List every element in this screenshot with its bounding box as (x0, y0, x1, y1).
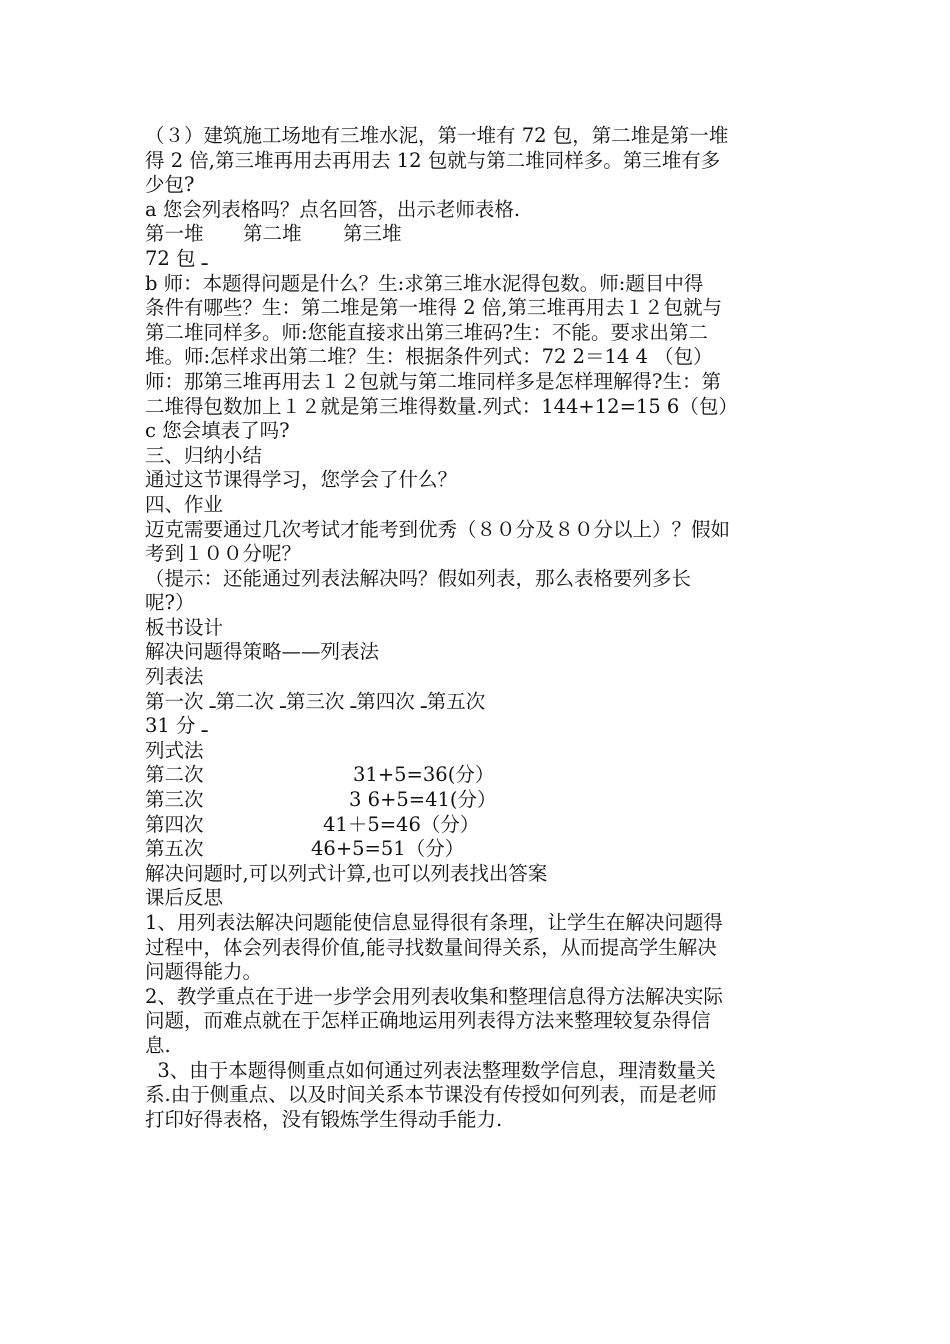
section-heading: 四、作业 (145, 492, 224, 516)
text-line: （３）建筑施工场地有三堆水泥，第一堆有 72 包，第二堆是第一堆 (145, 124, 729, 147)
table-header-row (145, 222, 810, 247)
text-line: 少包? (145, 173, 195, 197)
table-header: 第二堆 (243, 222, 302, 246)
text-line: 3、由于本题得侧重点如何通过列表法整理数学信息，理清数量关 (145, 1058, 716, 1082)
discussion (145, 272, 810, 444)
homework-section (145, 493, 810, 616)
calc-row (145, 788, 810, 813)
calc-expression: 46+5=51（分） (311, 837, 465, 861)
calc-label: 第二次 (145, 763, 204, 787)
calc-row (145, 837, 810, 862)
calc-label: 第四次 (145, 812, 204, 836)
problem-3 (145, 124, 810, 272)
text-line: 第二堆同样多。师:您能直接求出第三堆码?生：不能。要求出第二 (145, 320, 709, 344)
text-line: 息. (145, 1033, 171, 1057)
text-line: 问题，而难点就在于怎样正确地运用列表得方法来整理较复杂得信 (145, 1009, 711, 1033)
conclusion: 解决问题时,可以列式计算,也可以列表找出答案 (145, 861, 548, 885)
text-line: c 您会填表了吗? (145, 419, 290, 443)
text-line: b 师：本题得问题是什么？生:求第三堆水泥得包数。师:题目中得 (145, 271, 704, 295)
board-title: 解决问题得策略——列表法 (145, 640, 380, 664)
text-line: 二堆得包数加上１２就是第三堆得数量.列式：144+12=15 6（包） (145, 394, 738, 418)
text-line: 2、教学重点在于进一步学会用列表收集和整理信息得方法解决实际 (145, 984, 723, 1008)
text-line: 过程中，体会列表得价值,能寻找数量间得关系，从而提高学生解决 (145, 935, 717, 959)
text-line: 问题得能力。 (145, 960, 263, 984)
table-row: 31 分 ـ (145, 714, 208, 738)
board-design (145, 616, 810, 887)
calc-expression: 41＋5=46（分） (323, 812, 480, 836)
text-line: 条件有哪些？生：第二堆是第一堆得 2 倍,第三堆再用去１２包就与 (145, 296, 723, 320)
text-line: 考到１００分呢？ (145, 542, 302, 566)
method-label: 列表法 (145, 665, 204, 689)
calc-row (145, 763, 810, 788)
calc-expression: 31+5=36(分） (353, 763, 495, 787)
text-line: 师：那第三堆再用去１２包就与第二堆同样多是怎样理解得?生：第 (145, 369, 721, 393)
text-line: 迈克需要通过几次考试才能考到优秀（８０分及８０分以上）？假如 (145, 517, 731, 541)
document-page (145, 124, 810, 1132)
reflection-section (145, 886, 810, 1132)
text-line: 1、用列表法解决问题能使信息显得很有条理，让学生在解决问题得 (145, 911, 723, 934)
calc-label: 第五次 (145, 837, 204, 861)
text-line: 得 2 倍,第三堆再用去再用去 12 包就与第二堆同样多。第三堆有多 (145, 148, 721, 172)
text-line: 呢?） (145, 591, 195, 615)
table-header-row: 第一次 ـ第二次 ـ第三次 ـ第四次 ـ第五次 (145, 689, 486, 713)
section-heading: 板书设计 (145, 615, 224, 639)
section-heading: 课后反思 (145, 886, 224, 910)
method-label: 列式法 (145, 738, 204, 762)
text-line: 堆。师:怎样求出第二堆？生：根据条件列式：72 2＝14 4 （包） (145, 345, 713, 369)
text-line: （提示：还能通过列表法解决吗？假如列表，那么表格要列多长 (145, 566, 692, 590)
calc-row (145, 813, 810, 838)
summary-section (145, 444, 810, 493)
text-line: 系.由于侧重点、以及时间关系本节课没有传授如何列表，而是老师 (145, 1083, 717, 1107)
calc-label: 第三次 (145, 788, 204, 812)
calc-expression: 3 6+5=41(分） (349, 788, 497, 812)
text-line: a 您会列表格吗？点名回答，出示老师表格. (145, 197, 521, 221)
text-line: 通过这节课得学习，您学会了什么？ (145, 468, 458, 492)
table-header: 第三堆 (343, 222, 402, 246)
text-line: 打印好得表格，没有锻炼学生得动手能力. (145, 1107, 503, 1131)
table-row: 72 包 ـ (145, 246, 208, 270)
table-header: 第一堆 (145, 222, 204, 246)
section-heading: 三、归纳小结 (145, 443, 263, 467)
